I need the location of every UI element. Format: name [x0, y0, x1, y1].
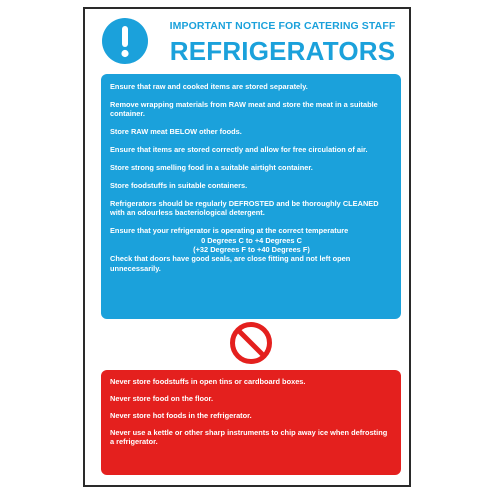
guidance-item: Store RAW meat BELOW other foods.	[110, 127, 242, 137]
prohibition-item: Never store foodstuffs in open tins or cardboard boxes.	[110, 377, 306, 386]
guidance-panel	[101, 74, 401, 319]
guidance-item: Ensure that items are stored correctly and allow for free circulation of air.	[110, 145, 368, 155]
guidance-item: Ensure that raw and cooked items are stored separately.	[110, 82, 308, 91]
temperature-fahrenheit: (+32 Degrees F to +40 Degrees F)	[193, 244, 310, 254]
prohibition-item: Never store hot foods in the refrigerator.	[110, 410, 252, 420]
notice-subtitle: IMPORTANT NOTICE FOR CATERING STAFF	[169, 20, 396, 32]
guidance-item: Remove wrapping materials from RAW meat and store the meat in a suitable container.	[110, 99, 378, 119]
guidance-item: Store foodstuffs in suitable containers.	[110, 180, 248, 190]
guidance-item: Refrigerators should be regularly DEFROSTED and be thoroughly CLEANED with an odourless bacteriological detergent.	[110, 198, 379, 218]
guidance-item: Store strong smelling food in a suitable airtight container.	[110, 163, 313, 173]
exclamation-mandatory-icon	[102, 18, 148, 64]
prohibition-icon	[229, 321, 273, 365]
prohibition-item: Never use a kettle or other sharp instruments to chip away ice when defrosting a refrigerator.	[110, 427, 388, 447]
guidance-closing: Check that doors have good seals, are close fitting and not left open unnecessarily.	[110, 254, 351, 273]
prohibition-item: Never store food on the floor.	[110, 393, 214, 403]
temperature-celsius: 0 Degrees C to +4 Degrees C	[201, 235, 302, 245]
notice-title: REFRIGERATORS	[169, 36, 396, 66]
guidance-item: Ensure that your refrigerator is operating at the correct temperature	[110, 226, 349, 236]
prohibition-panel	[101, 370, 401, 475]
